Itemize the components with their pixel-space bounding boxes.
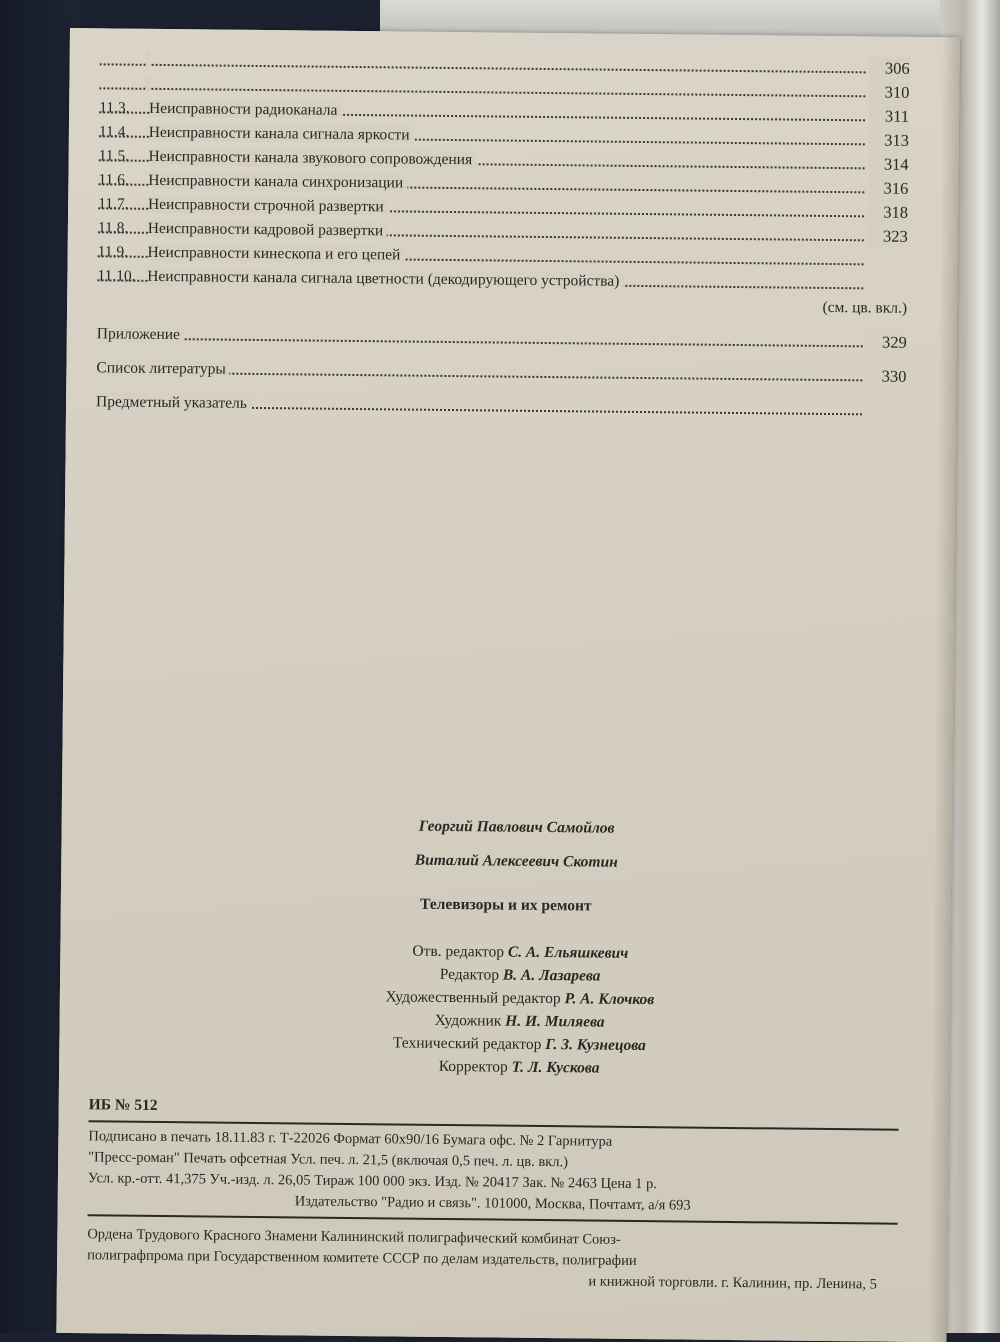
toc-section-number: 11.6.: [98, 168, 144, 192]
toc-page-number: 329: [867, 330, 907, 354]
staff-person: Т. Л. Кускова: [512, 1059, 600, 1077]
toc-section-number: 11.4.: [99, 120, 145, 144]
imprint-block: [88, 1120, 899, 1224]
toc-row-references: [96, 356, 906, 388]
staff-person: В. А. Лазарева: [503, 967, 601, 985]
colophon: [87, 806, 902, 1295]
toc-page-number: 330: [866, 364, 906, 388]
table-of-contents: [96, 48, 910, 422]
staff-person: С. А. Ельяшкевич: [508, 944, 629, 962]
toc-section-number: 11.7.: [98, 192, 144, 216]
toc-page-number: 306: [869, 56, 909, 80]
toc-section-number: 11.8.: [98, 216, 144, 240]
toc-page-number: 314: [868, 152, 908, 176]
toc-section-title: Неисправности канала сигнала цветности (декодирующего устройства): [147, 268, 623, 290]
toc-section-title: Неисправности строчной развертки: [148, 196, 388, 216]
staff-role: Технический редактор: [393, 1034, 542, 1053]
toc-appendix-title: Приложение: [97, 325, 184, 343]
toc-page-number: 310: [869, 80, 909, 104]
toc-section-title: Неисправности канала сигнала яркости: [149, 124, 414, 144]
toc-section-title: Неисправности кинескопа и его цепей: [147, 244, 404, 264]
toc-section-title: Неисправности радиоканала: [149, 100, 342, 119]
toc-index-title: Предметный указатель: [96, 393, 251, 412]
staff-role: Художник: [435, 1012, 502, 1030]
printer-line: полиграфпрома при Государственном комитете СССР по делам издательств, полиграфии: [87, 1245, 897, 1274]
toc-page-number: 311: [869, 104, 909, 128]
toc-section-number: 11.9.: [98, 240, 144, 264]
imprint-line: Издательство "Радио и связь". 101000, Москва, Почтамт, а/я 693: [88, 1189, 898, 1218]
toc-section-number: 11.3.: [99, 96, 145, 120]
toc-row-appendix: [97, 322, 907, 354]
imprint-line: Подписано в печать 18.11.83 г. Т-22026 Формат 60x90/16 Бумага офс. № 2 Гарнитура: [88, 1126, 898, 1155]
imprint-line: "Пресс-роман" Печать офсетная Усл. печ. л. 21,5 (включая 0,5 печ. л. цв. вкл.): [88, 1147, 898, 1176]
toc-page-number: 316: [868, 176, 908, 200]
printer-info: [87, 1224, 898, 1295]
toc-references-title: Список литературы: [96, 359, 230, 377]
toc-page-number: 323: [868, 224, 908, 248]
author-name: Виталий Алексеевич Скотин: [91, 840, 901, 882]
imprint-line: Усл. кр.-отт. 41,375 Уч.-изд. л. 26,05 Тираж 100 000 экз. Изд. № 20417 Зак. № 2463 Цена 1 р.: [88, 1168, 898, 1197]
toc-section-title: Неисправности канала звукового сопровождения: [148, 148, 476, 168]
book-page: [56, 28, 960, 1342]
staff-person: Н. И. Миляева: [505, 1013, 605, 1031]
toc-row-index: [96, 390, 906, 422]
toc-section-number: 11.5.: [99, 144, 145, 168]
page-content: [96, 48, 910, 422]
staff-person: Г. З. Кузнецова: [545, 1036, 646, 1054]
toc-section-title: Неисправности кадровой развертки: [148, 220, 388, 240]
staff-role: Корректор: [439, 1058, 508, 1076]
printer-line: Ордена Трудового Красного Знамени Калининский полиграфический комбинат Союз-: [87, 1224, 897, 1253]
author-name: Георгий Павлович Самойлов: [91, 806, 901, 848]
staff-role: Художественный редактор: [385, 988, 560, 1007]
toc-page-number: 318: [868, 200, 908, 224]
book-title: Телевизоры и их ремонт: [91, 886, 901, 924]
toc-colour-note: (см. цв. вкл.): [97, 288, 907, 320]
toc-page-number: 313: [869, 128, 909, 152]
printer-line: и книжной торговли. г. Калинин, пр. Ленина, 5: [87, 1266, 897, 1295]
staff-role: Отв. редактор: [412, 943, 504, 961]
staff-role: Редактор: [440, 966, 499, 984]
toc-section-title: Неисправности канала синхронизации: [148, 172, 407, 192]
ib-number: ИБ № 512: [89, 1090, 899, 1128]
editorial-staff: [89, 936, 900, 1082]
toc-section-number: 11.10.: [97, 264, 143, 288]
staff-person: Р. А. Клочков: [564, 990, 654, 1008]
